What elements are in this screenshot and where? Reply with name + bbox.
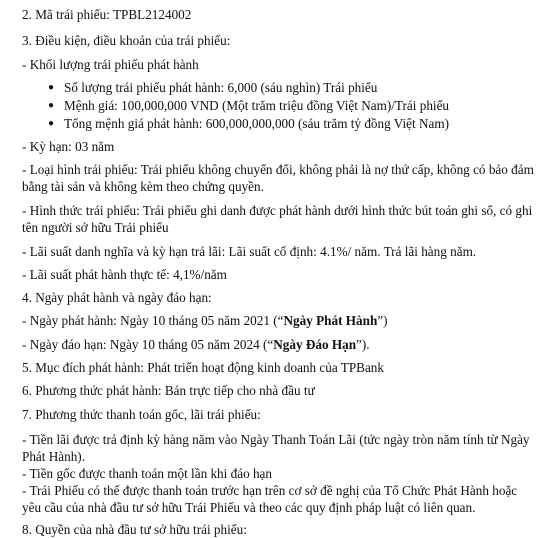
bond-quantity-line: Số lượng trái phiếu phát hành: 6,000 (sáu nghìn) Trái phiếu — [64, 80, 378, 95]
actual-interest-line: - Lãi suất phát hành thực tế: 4,1%/năm — [22, 267, 227, 282]
term-line: - Kỳ hạn: 03 năm — [22, 139, 115, 154]
early-redemption-line-2: yêu cầu của nhà đầu tư sở hữu Trái Phiếu và theo các quy định pháp luật có liên quan. — [22, 500, 476, 515]
nominal-interest-line: - Lãi suất danh nghĩa và kỳ hạn trả lãi: Lãi suất cố định: 4.1%/ năm. Trả lãi hàng năm. — [22, 244, 477, 259]
item-7-heading: 7. Phương thức thanh toán gốc, lãi trái phiếu: — [22, 407, 261, 422]
bond-type-line-1: - Loại hình trái phiếu: Trái phiếu không chuyển đổi, không phải là nợ thứ cấp, không có bảo đảm — [22, 162, 534, 177]
bullet-icon: ● — [48, 100, 55, 111]
interest-payment-line-2: Phát Hành). — [22, 449, 85, 464]
maturity-date-line — [22, 337, 370, 353]
issue-date-term: Ngày Phát Hành — [283, 313, 378, 328]
item-8-heading: 8. Quyền của nhà đầu tư sở hữu trái phiếu: — [22, 522, 247, 537]
bullet-icon: ● — [48, 82, 55, 93]
issue-volume-heading: - Khối lượng trái phiếu phát hành — [22, 57, 199, 72]
early-redemption-line-1: - Trái Phiếu có thể được thanh toán trước hạn trên cơ sở đề nghị của Tổ Chức Phát Hành hoặc — [22, 483, 518, 498]
bond-form-line-2: tên người sở hữu Trái phiếu — [22, 220, 169, 235]
maturity-date-text: - Ngày đáo hạn: Ngày 10 tháng 05 năm 2024 (“ — [22, 337, 274, 352]
par-value-line: Mệnh giá: 100,000,000 VND (Một trăm triệu đồng Việt Nam)/Trái phiếu — [64, 98, 450, 113]
issue-date-line — [22, 313, 388, 329]
total-par-value-line: Tổng mệnh giá phát hành: 600,000,000,000 (sáu trăm tỷ đồng Việt Nam) — [64, 116, 449, 131]
bond-type-line-2: bằng tài sản và không kèm theo chứng quyền. — [22, 179, 264, 194]
maturity-date-term: Ngày Đáo Hạn — [273, 337, 357, 352]
interest-payment-line-1: - Tiền lãi được trả định kỳ hàng năm vào Ngày Thanh Toán Lãi (tức ngày tròn năm tính từ Ngày — [22, 432, 530, 447]
issue-date-text: - Ngày phát hành: Ngày 10 tháng 05 năm 2021 (“ — [22, 313, 284, 328]
item-2-bond-code: 2. Mã trái phiếu: TPBL2124002 — [22, 7, 192, 22]
item-4-heading: 4. Ngày phát hành và ngày đáo hạn: — [22, 290, 212, 305]
bullet-icon: ● — [48, 118, 55, 129]
item-6-method: 6. Phương thức phát hành: Bán trực tiếp cho nhà đầu tư — [22, 383, 315, 398]
principal-payment-line: - Tiền gốc được thanh toán một lần khi đáo hạn — [22, 466, 272, 481]
item-3-heading: 3. Điều kiện, điều khoản của trái phiếu: — [22, 33, 231, 48]
item-5-purpose: 5. Mục đích phát hành: Phát triển hoạt động kinh doanh của TPBank — [22, 360, 384, 375]
issue-date-close: ”) — [377, 313, 388, 328]
maturity-date-close: ”). — [356, 337, 370, 352]
bond-form-line-1: - Hình thức trái phiếu: Trái phiếu ghi danh được phát hành dưới hình thức bút toán ghi sổ, có ghi — [22, 203, 533, 218]
